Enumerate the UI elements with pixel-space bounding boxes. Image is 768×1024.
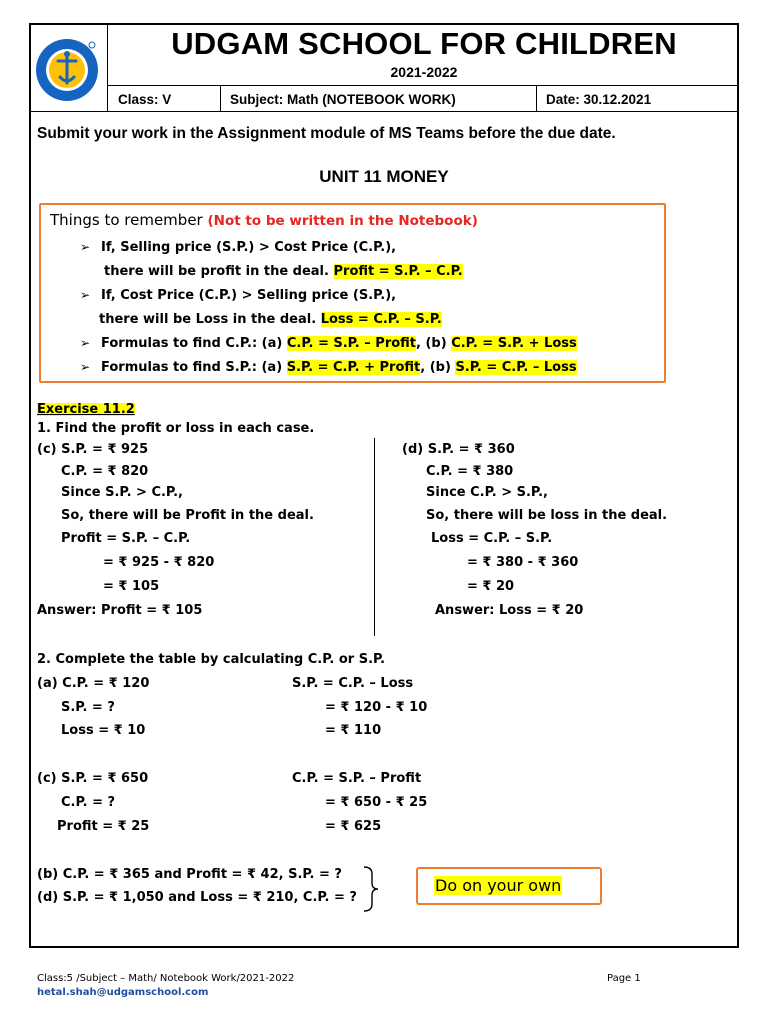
sp-formula-prefix: Formulas to find S.P.: (a) [101,360,283,375]
q2a-given-2: S.P. = ? [61,700,115,715]
bullet-arrow-icon: ➢ [80,240,91,254]
remember-item-1-line1: If, Selling price (S.P.) > Cost Price (C.P.), [101,240,397,255]
q1c-line-4: So, there will be Profit in the deal. [61,508,314,523]
q2a-work-1: S.P. = C.P. – Loss [292,676,414,691]
remember-item-2-text: there will be Loss in the deal. [99,312,317,327]
loss-formula: Loss = C.P. – S.P. [320,312,442,327]
q1d-line-7: = ₹ 20 [467,579,515,594]
submission-instruction: Submit your work in the Assignment module of MS Teams before the due date. [37,125,616,142]
cp-formula-b: C.P. = S.P. + Loss [451,336,577,351]
q2c-work-1: C.P. = S.P. – Profit [292,771,422,786]
header-cell-divider-1 [220,86,221,111]
q1d-line-5: Loss = C.P. – S.P. [431,531,553,546]
bullet-arrow-icon: ➢ [80,288,91,302]
remember-item-2-line2 [99,313,442,326]
q1c-line-2: C.P. = ₹ 820 [61,464,149,479]
q2a-work-2: = ₹ 120 - ₹ 10 [325,700,428,715]
do-on-your-own-box [416,867,602,905]
own-question-d: (d) S.P. = ₹ 1,050 and Loss = ₹ 210, C.P. = ? [37,890,357,905]
date-label: Date: 30.12.2021 [546,92,652,107]
unit-title: UNIT 11 MONEY [319,167,449,186]
q1d-line-3: Since C.P. > S.P., [426,485,548,500]
school-name: UDGAM SCHOOL FOR CHILDREN [171,26,677,61]
q1c-line-3: Since S.P. > C.P., [61,485,183,500]
q2c-given-1: (c) S.P. = ₹ 650 [37,771,149,786]
q2c-work-3: = ₹ 625 [325,819,382,834]
exercise-title: Exercise 11.2 [37,402,135,417]
header-bottom-line [30,111,739,112]
q1c-line-7: = ₹ 105 [103,579,160,594]
own-question-b: (b) C.P. = ₹ 365 and Profit = ₹ 42, S.P. = ? [37,867,342,882]
remember-item-1-text: there will be profit in the deal. [104,264,329,279]
remember-item-1-line2 [104,265,463,278]
remember-item-2-line1: If, Cost Price (C.P.) > Selling price (S.P.), [101,288,397,303]
q1d-answer: Answer: Loss = ₹ 20 [435,603,584,618]
remember-note: (Not to be written in the Notebook) [207,213,478,229]
school-logo [34,37,100,103]
question-1: 1. Find the profit or loss in each case. [37,421,315,436]
remember-heading [50,211,478,229]
curly-brace-icon [360,864,388,914]
sp-formula-mid: , (b) [420,360,451,375]
q2c-given-2: C.P. = ? [61,795,116,810]
bullet-arrow-icon: ➢ [80,336,91,350]
footer-email: hetal.shah@udgamschool.com [37,987,209,998]
q1c-line-1: (c) S.P. = ₹ 925 [37,442,149,457]
do-on-your-own-label: Do on your own [435,876,562,895]
q1c-line-5: Profit = S.P. – C.P. [61,531,191,546]
q2c-given-3: Profit = ₹ 25 [57,819,150,834]
class-label: Class: V [118,92,172,107]
remember-item-3 [101,337,577,350]
q1d-line-2: C.P. = ₹ 380 [426,464,514,479]
sp-formula-b: S.P. = C.P. – Loss [455,360,577,375]
subject-label: Subject: Math (NOTEBOOK WORK) [230,92,456,107]
q2a-work-3: = ₹ 110 [325,723,382,738]
bullet-arrow-icon: ➢ [80,360,91,374]
q1d-line-1: (d) S.P. = ₹ 360 [402,442,515,457]
sp-formula-a: S.P. = C.P. + Profit [286,360,421,375]
q1c-line-6: = ₹ 925 - ₹ 820 [103,555,215,570]
remember-item-4 [101,361,577,374]
academic-year: 2021-2022 [390,64,458,80]
footer-page-number: Page 1 [607,973,641,984]
q2a-given-1: (a) C.P. = ₹ 120 [37,676,150,691]
q1d-line-6: = ₹ 380 - ₹ 360 [467,555,579,570]
q2c-work-2: = ₹ 650 - ₹ 25 [325,795,428,810]
footer-info: Class:5 /Subject – Math/ Notebook Work/2021-2022 [37,973,295,984]
cp-formula-prefix: Formulas to find C.P.: (a) [101,336,283,351]
question-2: 2. Complete the table by calculating C.P. or S.P. [37,652,386,667]
q1d-line-4: So, there will be loss in the deal. [426,508,668,523]
remember-heading-text: Things to remember [50,211,203,229]
profit-formula: Profit = S.P. – C.P. [333,264,463,279]
header-cell-divider-2 [536,86,537,111]
column-divider [374,438,375,636]
q1c-answer: Answer: Profit = ₹ 105 [37,603,203,618]
cp-formula-mid: , (b) [416,336,447,351]
q2a-given-3: Loss = ₹ 10 [61,723,146,738]
header-row-top-line [107,85,739,86]
cp-formula-a: C.P. = S.P. – Profit [286,336,417,351]
